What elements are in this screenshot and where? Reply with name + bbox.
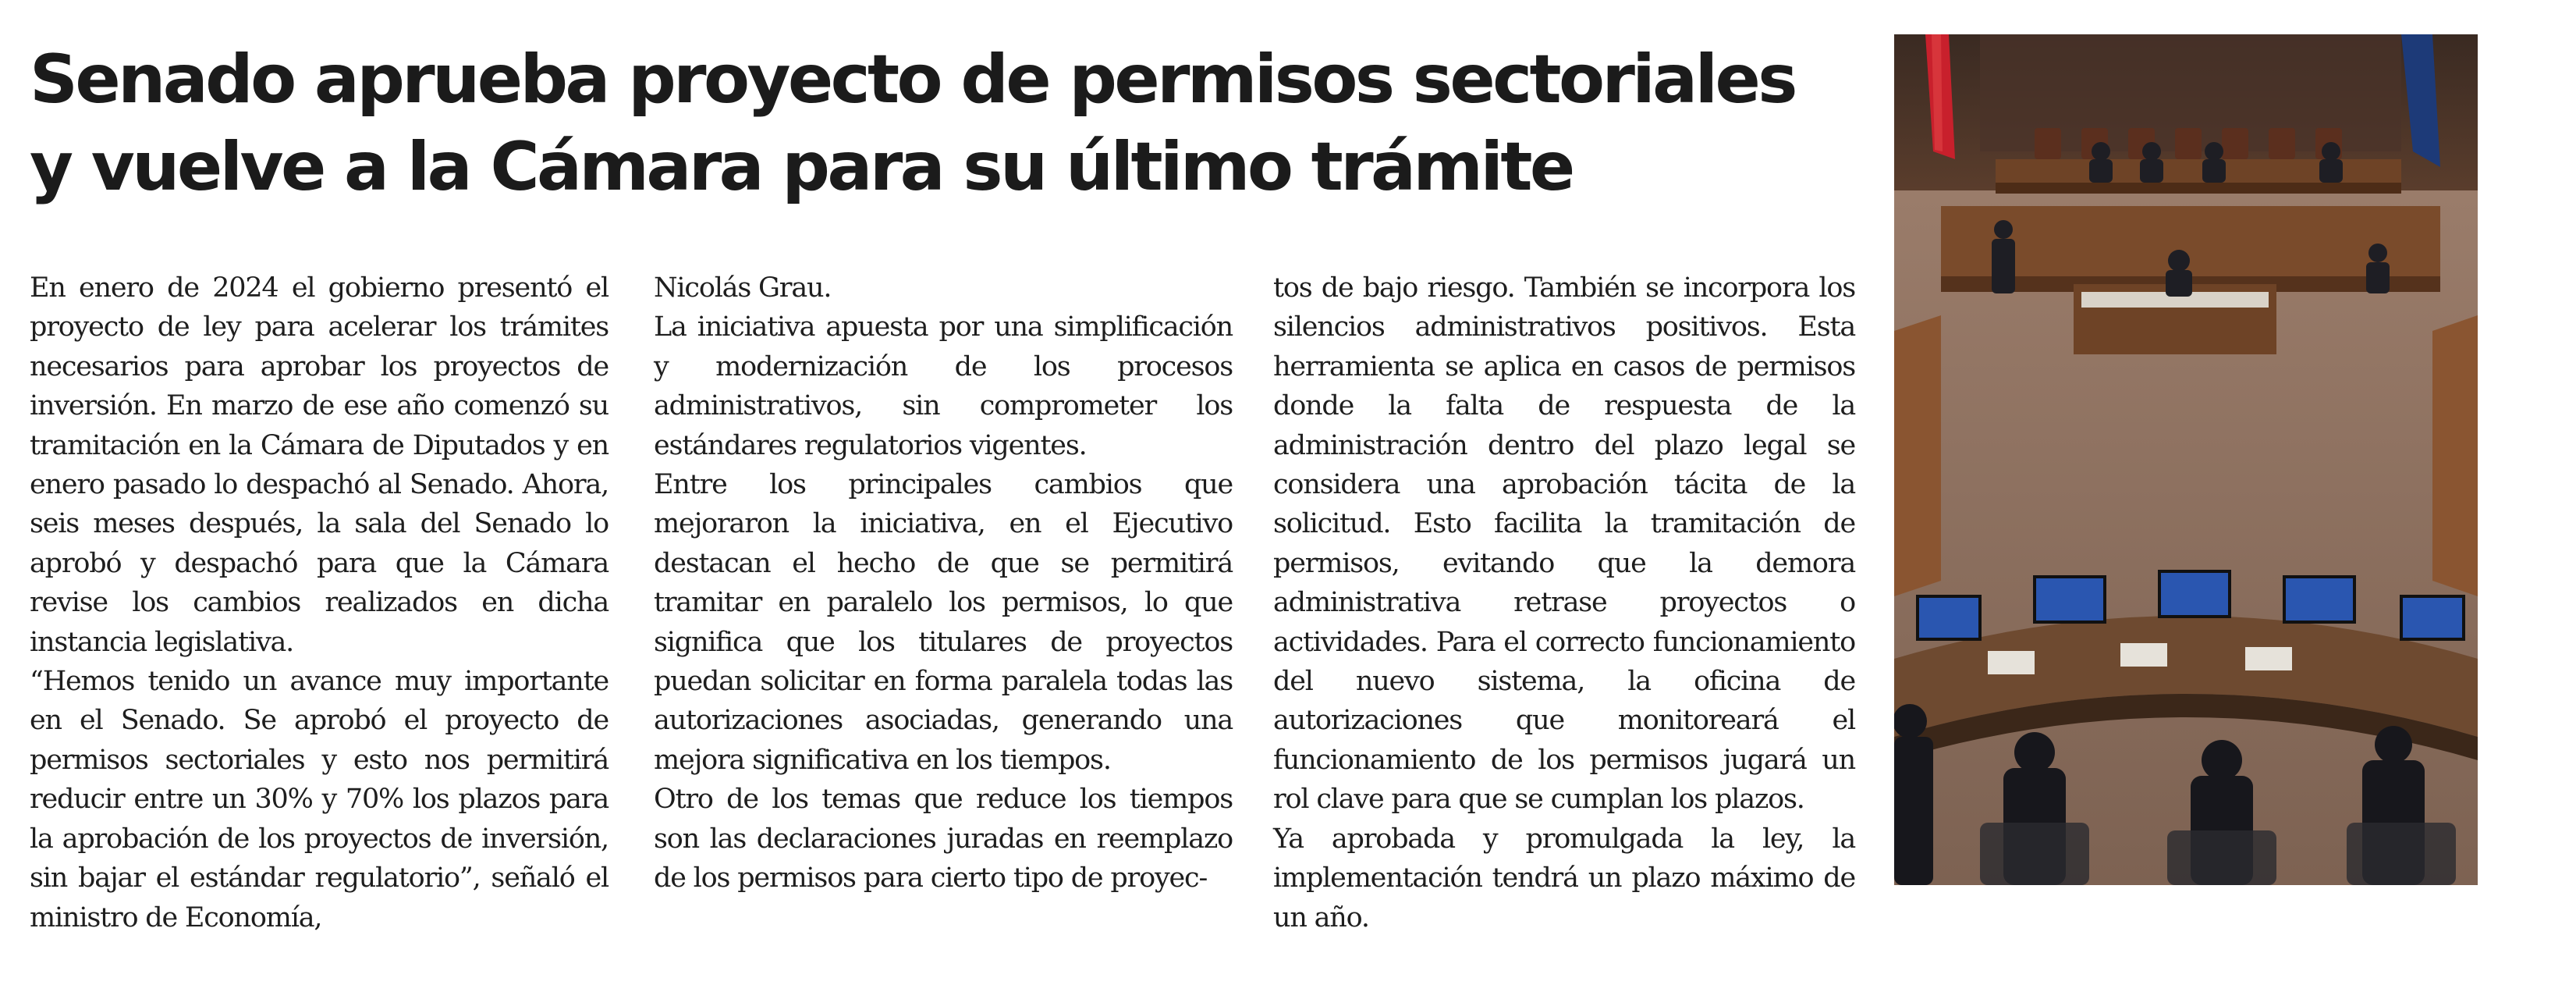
senate-chamber-illustration [1894,34,2478,885]
headline [30,36,1879,211]
paragraph: En enero de 2024 el gobierno presentó el proyecto de ley para acelerar los trámites necesarios para aprobar los proyectos de inversión. En marzo de ese año comenzó su tramitación en la Cámara de Diputados y en enero pasado lo despachó al Senado. Ahora, seis meses después, la sala del Senado lo aprobó y despachó para que la Cámara revise los cambios realizados en dicha instancia legislativa. [30,272,609,658]
paragraph: “Hemos tenido un avance muy importante en el Senado. Se aprobó el proyecto de permisos sectoriales y esto nos permitirá reducir entre un 30% y 70% los plazos para la aprobación de los proyectos de inversión, sin bajar el estándar regulatorio”, señaló el ministro de Economía, [30,666,609,933]
article-column-3 [1273,268,1855,937]
paragraph: La iniciativa apuesta por una simplificación y modernización de los procesos administrativos, sin comprometer los estándares regulatorios vigentes. [654,311,1233,461]
paragraph: tos de bajo riesgo. También se incorpora los silencios administrativos positivos. Esta herramienta se aplica en casos de permisos donde la falta de respuesta de la administración dentro del plazo legal se considera una aprobación tácita de la solicitud. Esto facilita la tramitación de permisos, evitando que la demora administrativa retrase proyectos o actividades. Para el correcto funcionamiento del nuevo sistema, la oficina de autorizaciones que monitoreará el funcionamiento de los permisos jugará un rol clave para que se cumplan los plazos. [1273,272,1855,816]
article-column-1 [30,268,609,937]
headline-line-1: Senado aprueba proyecto de permisos sectoriales [30,41,1795,119]
headline-line-2: y vuelve a la Cámara para su último trámite [30,128,1573,206]
paragraph: Entre los principales cambios que mejoraron la iniciativa, en el Ejecutivo destacan el hecho de que se permitirá tramitar en paralelo los permisos, lo que significa que los titulares de proyectos puedan solicitar en forma paralela todas las autorizaciones asociadas, generando una mejora significativa en los tiempos. [654,469,1233,776]
paragraph: Otro de los temas que reduce los tiempos son las declaraciones juradas en reemplazo de los permisos para cierto tipo de proyec- [654,784,1233,894]
paragraph: Ya aprobada y promulgada la ley, la implementación tendrá un plazo máximo de un año. [1273,823,1855,933]
article-column-2 [654,268,1233,898]
senate-chamber-photo [1894,34,2478,885]
paragraph: Nicolás Grau. [654,272,832,304]
